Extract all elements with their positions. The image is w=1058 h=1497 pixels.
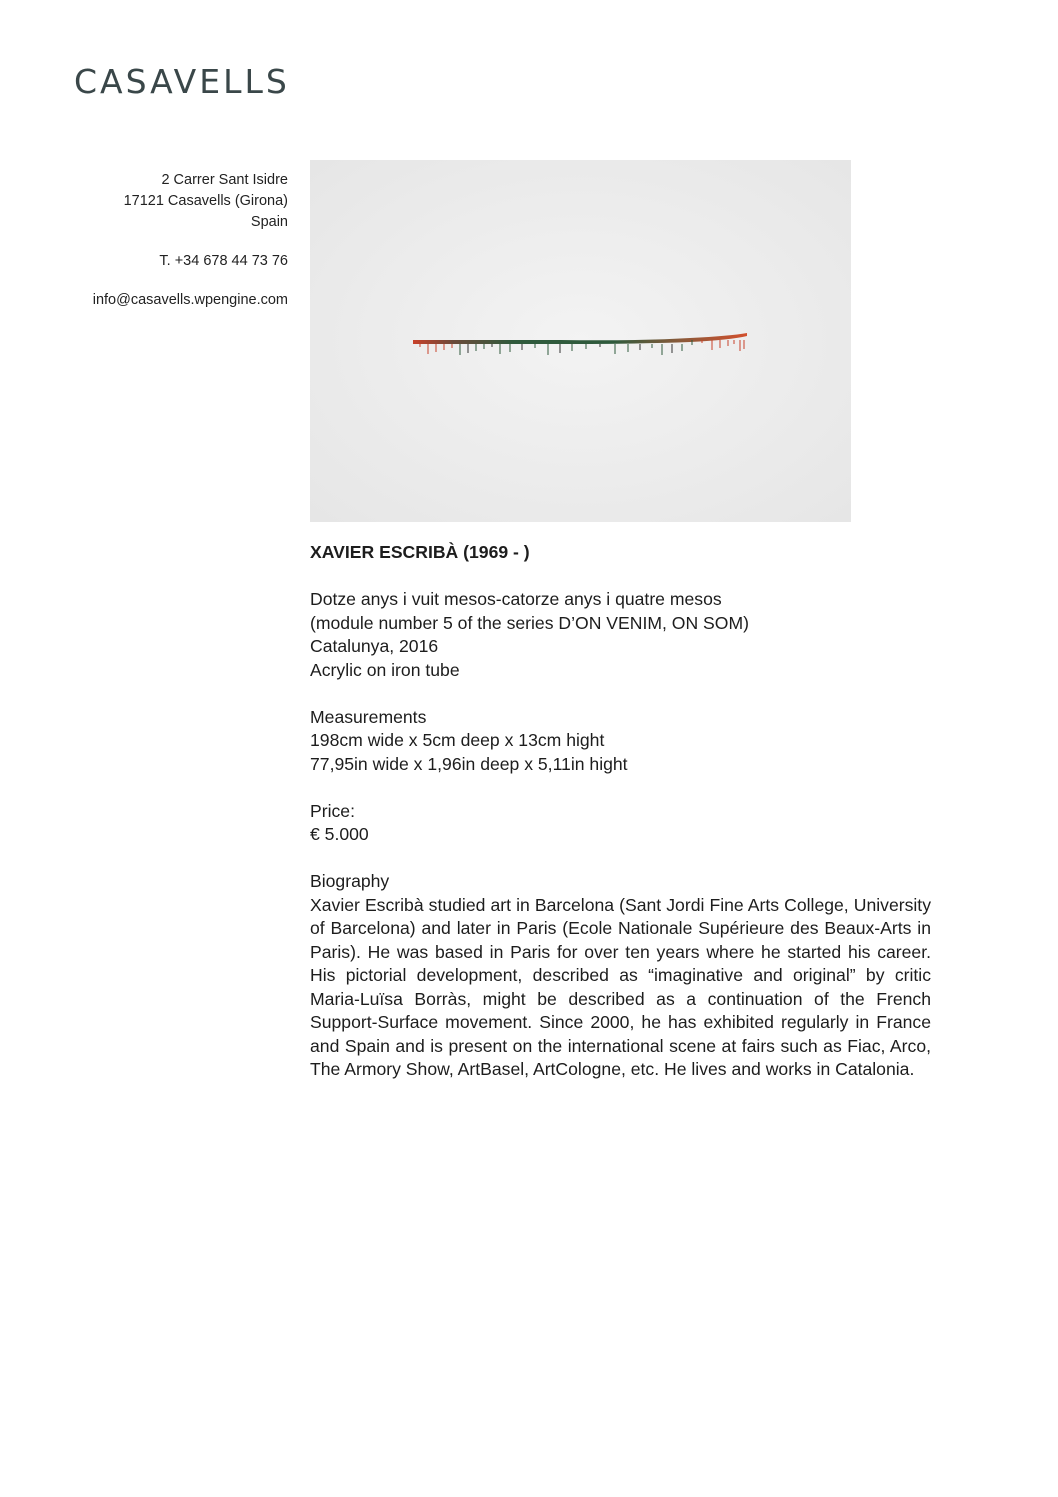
address-line-1: 2 Carrer Sant Isidre [161,172,288,188]
artwork-image [310,160,851,522]
address-country: Spain [250,214,288,230]
measurements-in: 77,95in wide x 1,96in deep x 5,11in hight [310,753,628,774]
artwork-series-note: (module number 5 of the series D’ON VENIM, ON SOM) [310,612,749,633]
artist-name: XAVIER ESCRIBÀ (1969 - ) [310,542,530,562]
measurements-block [310,706,931,777]
email-address: info@casavells.wpengine.com [92,292,288,308]
address-line-2: 17121 Casavells (Girona) [123,193,288,209]
artwork-info [310,588,931,682]
biography-block [310,870,931,1082]
contact-block [40,170,288,311]
artwork-place-year: Catalunya, 2016 [310,636,439,656]
artwork-title: Dotze anys i vuit mesos-catorze anys i quatre mesos [310,589,722,609]
measurements-label: Measurements [310,706,427,727]
price-block [310,800,931,847]
artwork-photo [310,160,851,522]
artwork-medium: Acrylic on iron tube [310,659,460,680]
price-label: Price: [310,800,355,821]
phone-number: T. +34 678 44 73 76 [159,253,288,269]
measurements-cm: 198cm wide x 5cm deep x 13cm hight [310,730,605,750]
biography-text: Xavier Escribà studied art in Barcelona (Sant Jordi Fine Arts College, University of Barcelona) and later in Paris (Ecole Nationale Supérieure des Beaux-Arts in Paris). He was based in Paris for over ten years where he started his career. His pictorial development, described as “imaginative and original” by critic Maria-Luïsa Borràs, might be described as a continuation of the French Support-Surface movement. Since 2000, he has exhibited regularly in France and Spain and is present on the international scene at fairs such as Fiac, Arco, The Armory Show, ArtBasel, ArtCologne, etc. He lives and works in Catalonia. [310,894,931,1079]
price-value: € 5.000 [310,824,369,844]
artwork-details [310,541,931,1082]
biography-label: Biography [310,871,390,891]
gallery-logo: CASAVELLS [74,62,290,101]
